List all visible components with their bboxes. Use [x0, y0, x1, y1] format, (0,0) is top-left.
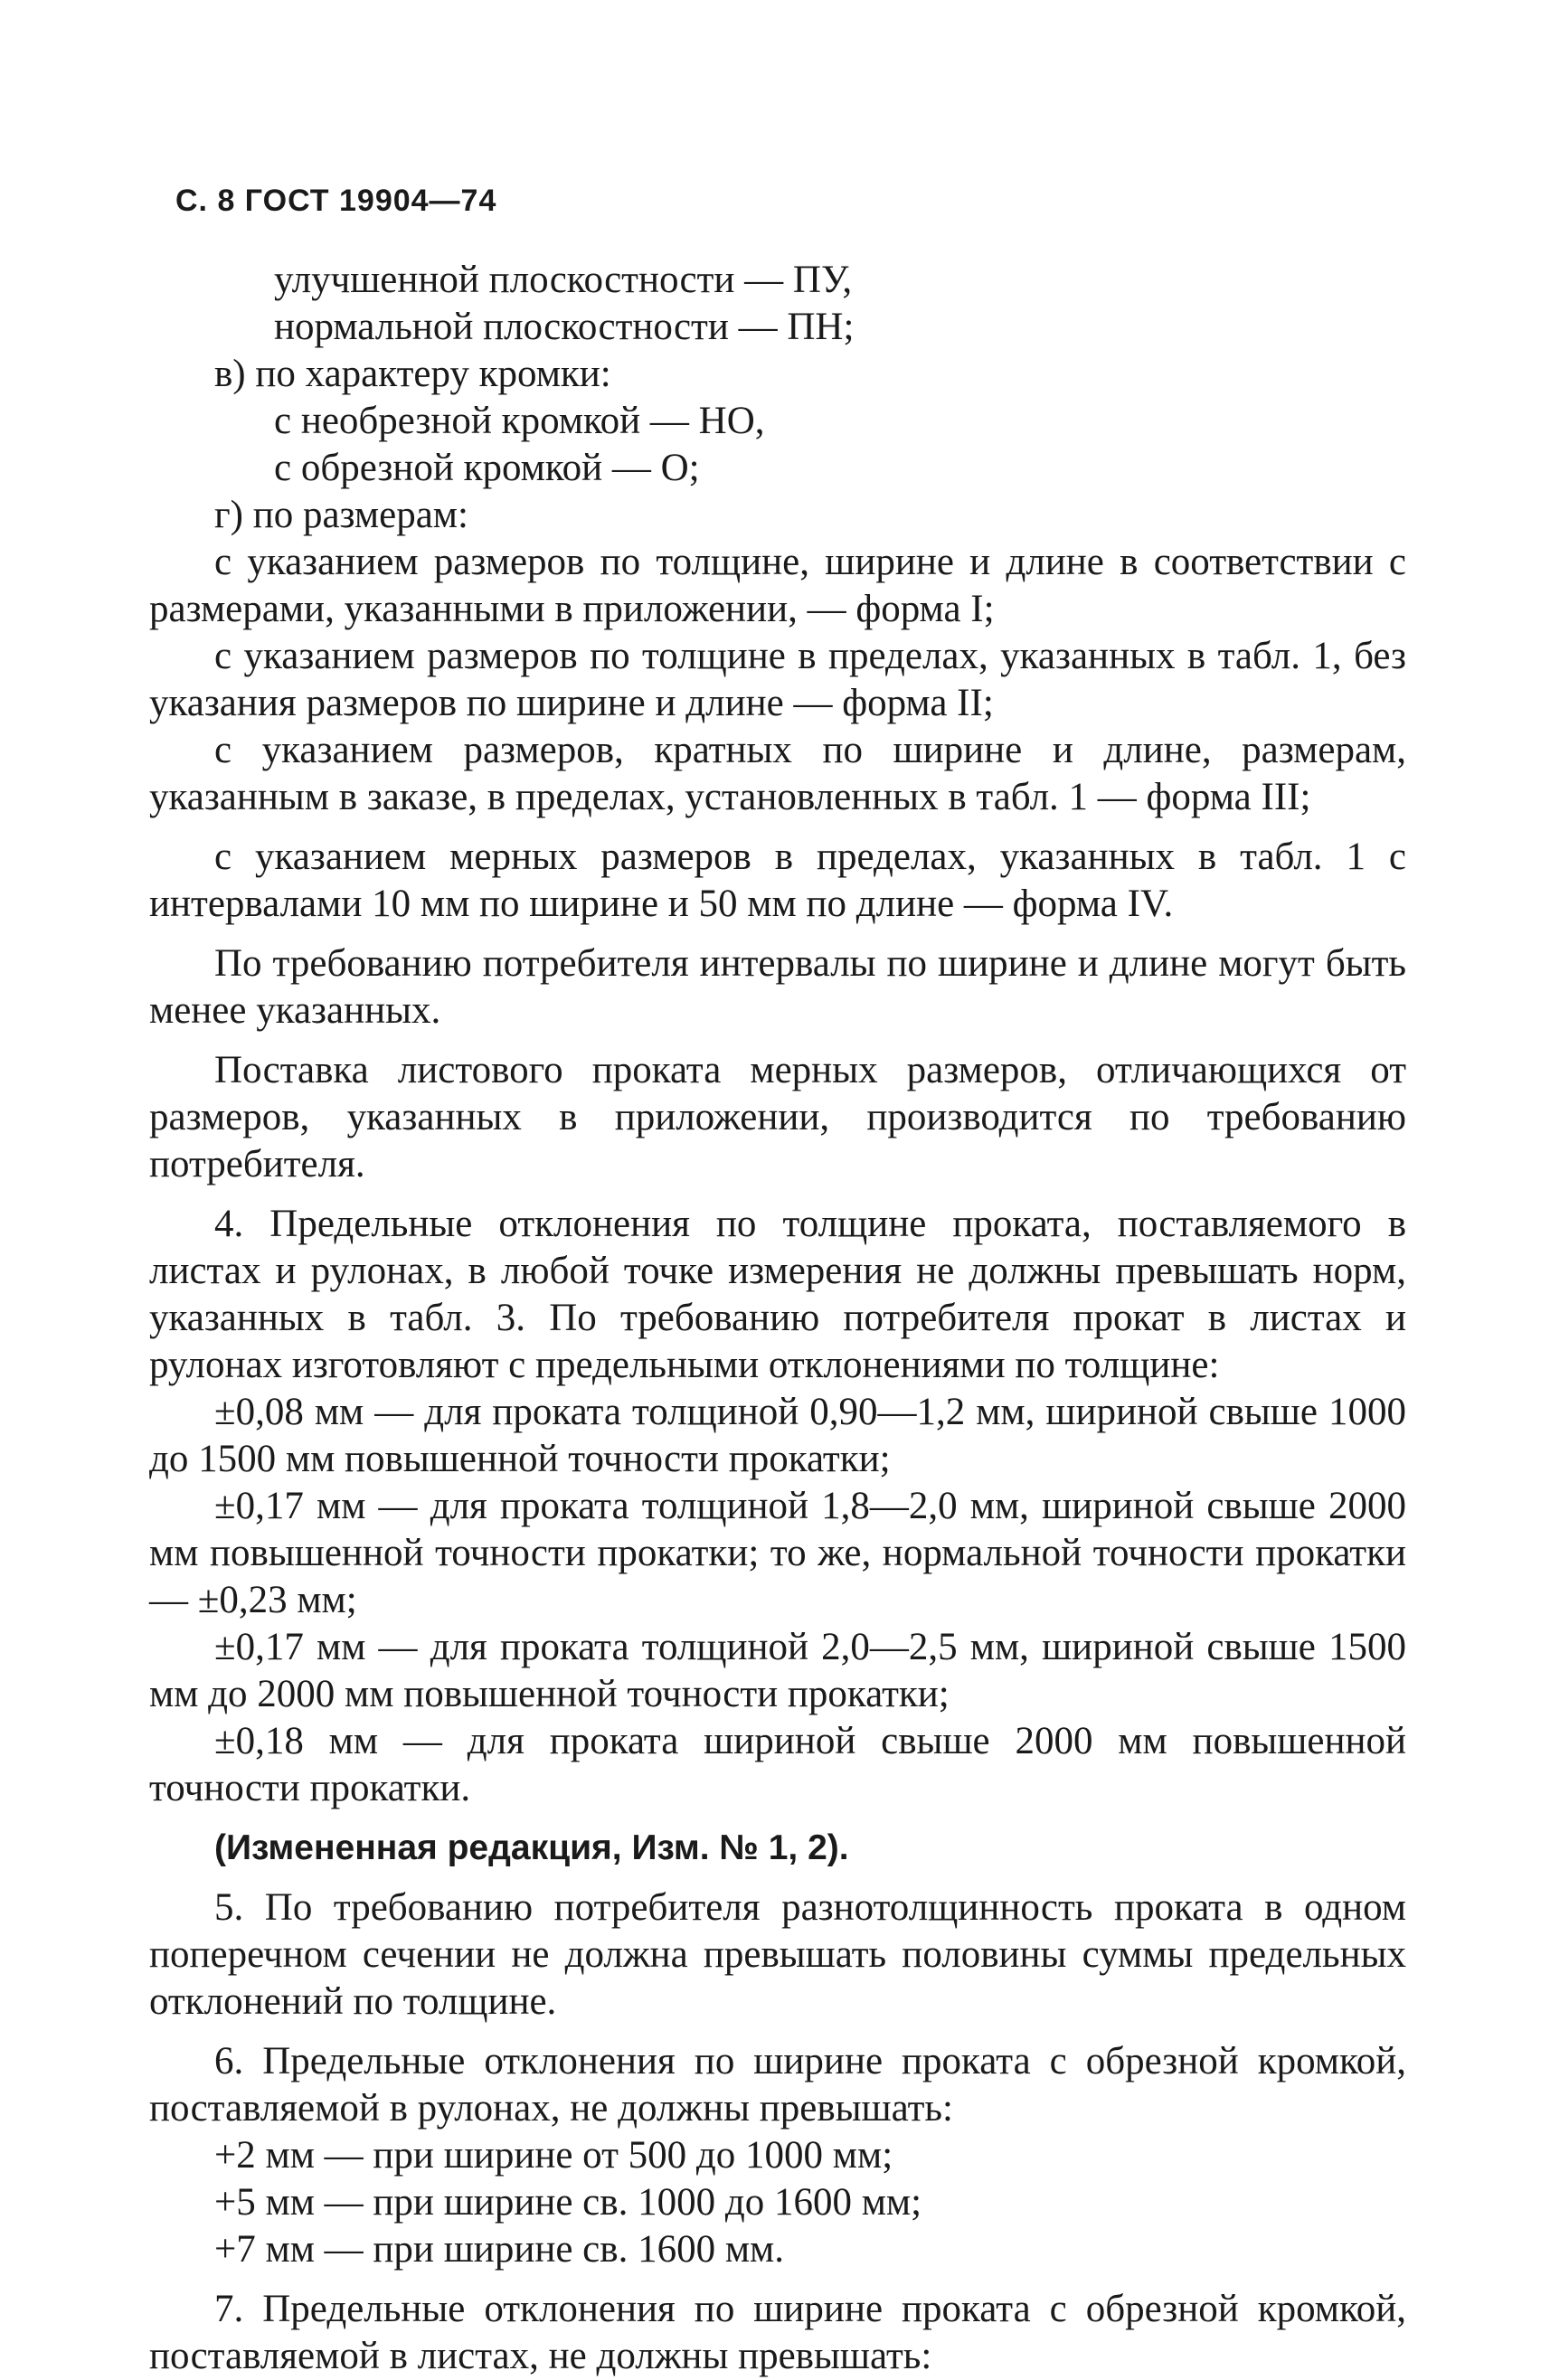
paragraph: с указанием размеров, кратных по ширине и длине, размерам, указанным в заказе, в пределах, установленных в табл. 1 — форма III; [149, 729, 1406, 818]
text-line: в) по характеру кромки: [214, 353, 611, 395]
paragraph: с указанием мерных размеров в пределах, указанных в табл. 1 с интервалами 10 мм по ширине и 50 мм по длине — форма IV. [149, 836, 1406, 925]
paragraph: с указанием размеров по толщине в пределах, указанных в табл. 1, без указания размеров по ширине и длине — форма II; [149, 635, 1406, 724]
paragraph: Поставка листового проката мерных размеров, отличающихся от размеров, указанных в приложении, производится по требованию потребителя. [149, 1049, 1406, 1185]
text-line: улучшенной плоскостности — ПУ, [274, 259, 853, 301]
list-item: +2 мм — при ширине от 500 до 1000 мм; [214, 2134, 893, 2177]
paragraph: 5. По требованию потребителя разнотолщинность проката в одном поперечном сечении не должна превышать половины суммы предельных отклонений по толщине. [149, 1886, 1406, 2023]
text-line: нормальной плоскостности — ПН; [274, 306, 855, 348]
paragraph: 7. Предельные отклонения по ширине проката с обрезной кромкой, поставляемой в листах, не должны превышать: [149, 2288, 1406, 2377]
list-item: +5 мм — при ширине св. 1000 до 1600 мм; [214, 2181, 922, 2224]
text-line: с необрезной кромкой — НО, [274, 400, 765, 442]
paragraph: ±0,17 мм — для проката толщиной 2,0—2,5 мм, шириной свыше 1500 мм до 2000 мм повышенной точности прокатки; [149, 1626, 1406, 1715]
paragraph: 6. Предельные отклонения по ширине проката с обрезной кромкой, поставляемой в рулонах, не должны превышать: [149, 2040, 1406, 2130]
amendment-note: (Измененная редакция, Изм. № 1, 2). [214, 1828, 849, 1867]
document-body [149, 257, 1406, 2380]
paragraph: ±0,18 мм — для проката шириной свыше 2000 мм повышенной точности прокатки. [149, 1720, 1406, 1809]
list-item: +7 мм — при ширине св. 1600 мм. [214, 2228, 784, 2271]
paragraph: с указанием размеров по толщине, ширине и длине в соответствии с размерами, указанными в приложении, — форма I; [149, 541, 1406, 630]
paragraph: 4. Предельные отклонения по толщине проката, поставляемого в листах и рулонах, в любой точке измерения не должны превышать норм, указанных в табл. 3. По требованию потребителя прокат в листах и рулонах изготовляют с предельными отклонениями по толщине: [149, 1203, 1406, 1386]
page-header: С. 8 ГОСТ 19904—74 [175, 184, 497, 218]
paragraph: ±0,17 мм — для проката толщиной 1,8—2,0 мм, шириной свыше 2000 мм повышенной точности прокатки; то же, нормальной точности прокатки — ±0,23 мм; [149, 1485, 1406, 1621]
text-line: с обрезной кромкой — О; [274, 447, 700, 489]
paragraph: По требованию потребителя интервалы по ширине и длине могут быть менее указанных. [149, 942, 1406, 1032]
paragraph: ±0,08 мм — для проката толщиной 0,90—1,2 мм, шириной свыше 1000 до 1500 мм повышенной точности прокатки; [149, 1391, 1406, 1480]
text-line: г) по размерам: [214, 494, 468, 536]
